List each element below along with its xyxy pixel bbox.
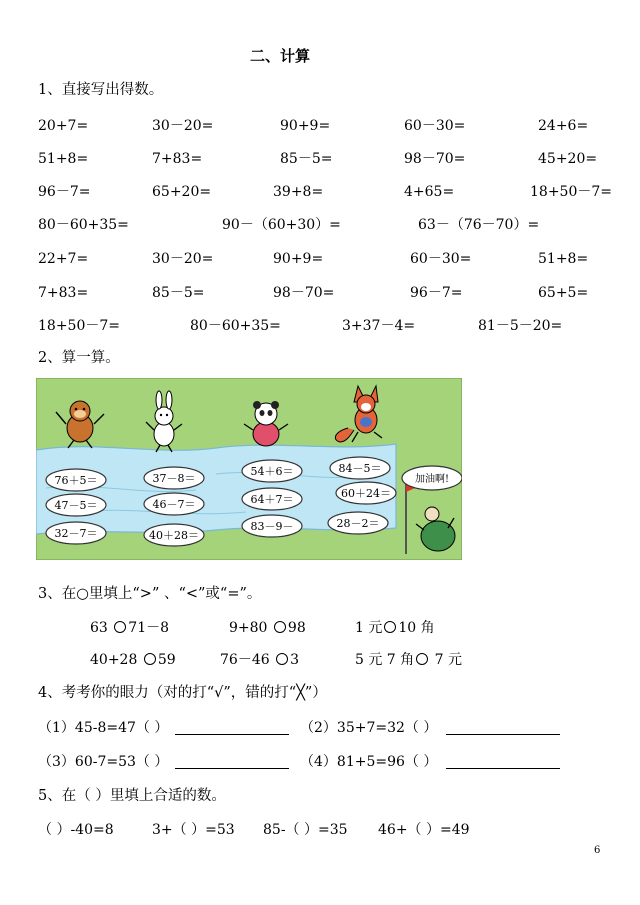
compare-item: [355, 652, 462, 668]
problem: 7+83=: [38, 285, 89, 301]
compare-right: 3: [290, 652, 300, 668]
fill-item[interactable]: 3+（ ）=53: [152, 822, 235, 838]
stone-label: 47－5＝: [54, 499, 98, 512]
problem: 39+8=: [273, 184, 324, 200]
problem: 30－20=: [152, 118, 214, 134]
section-5-heading: 5、在（ ）里填上合适的数。: [38, 788, 226, 804]
answer-circle[interactable]: [114, 621, 126, 633]
answer-circle[interactable]: [416, 653, 428, 665]
problem: 51+8=: [38, 151, 89, 167]
problem: 90－（60+30）=: [222, 217, 341, 233]
problem: 90+9=: [280, 118, 331, 134]
answer-line[interactable]: [446, 768, 560, 769]
problem: 51+8=: [538, 251, 589, 267]
compare-right: 98: [287, 620, 306, 636]
section-2-heading: 2、算一算。: [38, 350, 120, 366]
page-title: 二、计算: [250, 47, 311, 65]
stone-label: 32－7＝: [54, 527, 98, 540]
answer-line[interactable]: [446, 734, 560, 735]
problem: 65+5=: [538, 285, 589, 301]
fill-item[interactable]: 85-（ ）=35: [263, 822, 348, 838]
compare-right: 10 角: [398, 620, 435, 636]
page-number: 6: [594, 845, 601, 856]
answer-circle[interactable]: [274, 621, 286, 633]
stone-label: 40＋28＝: [149, 529, 199, 542]
river-stones-illustration: [36, 378, 462, 560]
problem: 81－5－20=: [478, 318, 563, 334]
stone-label: 54＋6＝: [250, 465, 294, 478]
stone-label: 60＋24＝: [341, 487, 391, 500]
compare-right: 71－8: [128, 620, 170, 636]
problem: 60－30=: [410, 251, 472, 267]
compare-left: 63: [90, 620, 108, 636]
compare-item: [229, 620, 306, 636]
compare-item: [90, 620, 169, 636]
problem: 96－7=: [410, 285, 463, 301]
problem: 63－（76－70）=: [418, 217, 540, 233]
stone-label: 64＋7＝: [250, 493, 294, 506]
answer-line[interactable]: [175, 734, 289, 735]
problem: 60－30=: [404, 118, 466, 134]
answer-line[interactable]: [175, 768, 289, 769]
compare-left: 9+80: [229, 620, 268, 636]
compare-left: 1 元: [355, 620, 383, 636]
problem: 20+7=: [38, 118, 89, 134]
problem: 80－60+35=: [190, 318, 281, 334]
compare-left: 40+28: [90, 652, 138, 668]
problem: 4+65=: [404, 184, 455, 200]
problem: 30－20=: [152, 251, 214, 267]
speech-bubble-text: 加油啊!: [414, 474, 450, 485]
section-1-heading: 1、直接写出得数。: [38, 82, 164, 98]
problem: 80－60+35=: [38, 217, 129, 233]
compare-right: 7 元: [430, 652, 462, 668]
compare-item: [355, 620, 435, 636]
compare-item: [90, 652, 176, 668]
problem: 22+7=: [38, 251, 89, 267]
fill-item[interactable]: 46+（ ）=49: [378, 822, 470, 838]
problem: 65+20=: [152, 184, 212, 200]
judge-item: （2）35+7=32（ ）: [300, 720, 438, 736]
problem: 85－5=: [280, 151, 333, 167]
problem: 7+83=: [152, 151, 203, 167]
fill-item[interactable]: （ ）-40=8: [38, 822, 114, 838]
problem: 96－7=: [38, 184, 91, 200]
judge-item: （4）81+5=96（ ）: [300, 754, 438, 770]
problem: 18+50－7=: [530, 184, 612, 200]
section-4-heading: 4、考考你的眼力（对的打“√”，错的打“╳”）: [38, 685, 327, 701]
compare-left: 76－46: [220, 652, 270, 668]
answer-circle[interactable]: [384, 621, 396, 633]
problem: 98－70=: [404, 151, 466, 167]
compare-item: [220, 652, 299, 668]
problem: 90+9=: [273, 251, 324, 267]
problem: 85－5=: [152, 285, 205, 301]
judge-item: （1）45-8=47（ ）: [38, 720, 169, 736]
stone-label: 37－8＝: [152, 472, 196, 485]
problem: 45+20=: [538, 151, 598, 167]
answer-circle[interactable]: [276, 653, 288, 665]
section-3-heading: 3、在○里填上“>” 、“<”或“=”。: [38, 586, 262, 602]
problem: 24+6=: [538, 118, 589, 134]
compare-right: 59: [157, 652, 176, 668]
answer-circle[interactable]: [144, 653, 156, 665]
problem: 18+50－7=: [38, 318, 120, 334]
stone-label: 28－2＝: [336, 517, 380, 530]
problem: 3+37－4=: [342, 318, 416, 334]
stone-label: 46－7＝: [152, 498, 196, 511]
problem: 98－70=: [273, 285, 335, 301]
speech-bubble: [402, 466, 462, 490]
stone-label: 76＋5＝: [54, 474, 98, 487]
stone-label: 83－9－: [250, 520, 294, 533]
compare-left: 5 元 7 角: [355, 652, 415, 668]
judge-item: （3）60-7=53（ ）: [38, 754, 169, 770]
stone-label: 84－5＝: [338, 462, 382, 475]
